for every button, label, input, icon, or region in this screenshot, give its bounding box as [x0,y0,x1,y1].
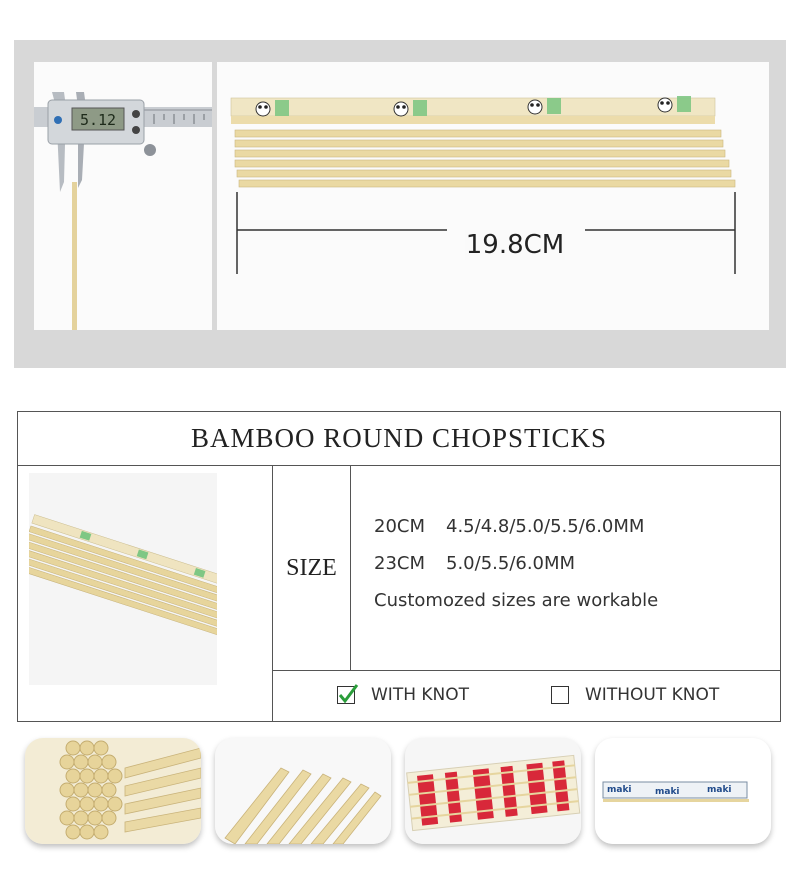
printed-sleeve-photo-icon [595,738,771,844]
size-length: 23CM [374,553,426,574]
thumbnail-tapered-tips[interactable] [215,738,391,844]
red-paper-wrapped-photo-icon [405,738,581,844]
size-list [374,508,658,619]
with-knot-option[interactable] [337,685,469,705]
thumbnail-red-wrapped[interactable] [405,738,581,844]
thumbnail-bundle-ends[interactable] [25,738,201,844]
product-title: BAMBOO ROUND CHOPSTICKS [18,412,780,466]
length-photo [217,62,769,330]
length-label: 19.8CM [465,230,565,260]
product-photo-cell [18,466,273,722]
brand-print: maki [707,785,732,795]
thumbnail-printed-sleeve[interactable] [595,738,771,844]
brand-print: maki [655,787,680,797]
measurement-panel [14,40,786,368]
checked-checkbox-icon[interactable] [337,686,355,704]
size-row [374,508,658,545]
without-knot-option[interactable] [551,685,719,705]
caliper-photo [34,62,212,330]
custom-size-note: Customozed sizes are workable [374,590,659,611]
product-photo [29,473,217,685]
with-knot-label: WITH KNOT [371,685,470,705]
caliper-reading: 5.12 [79,111,117,129]
tapered-tips-photo-icon [215,738,391,844]
empty-checkbox-icon[interactable] [551,686,569,704]
bundle-ends-photo-icon [25,738,201,844]
brand-print: maki [607,785,632,795]
without-knot-label: WITHOUT KNOT [585,685,720,705]
size-diameters: 5.0/5.5/6.0MM [446,553,576,574]
size-row [374,545,658,582]
size-diameters: 4.5/4.8/5.0/5.5/6.0MM [446,516,645,537]
size-length: 20CM [374,516,426,537]
size-label: SIZE [273,466,351,670]
spec-table [17,411,781,722]
knot-options [273,670,780,722]
